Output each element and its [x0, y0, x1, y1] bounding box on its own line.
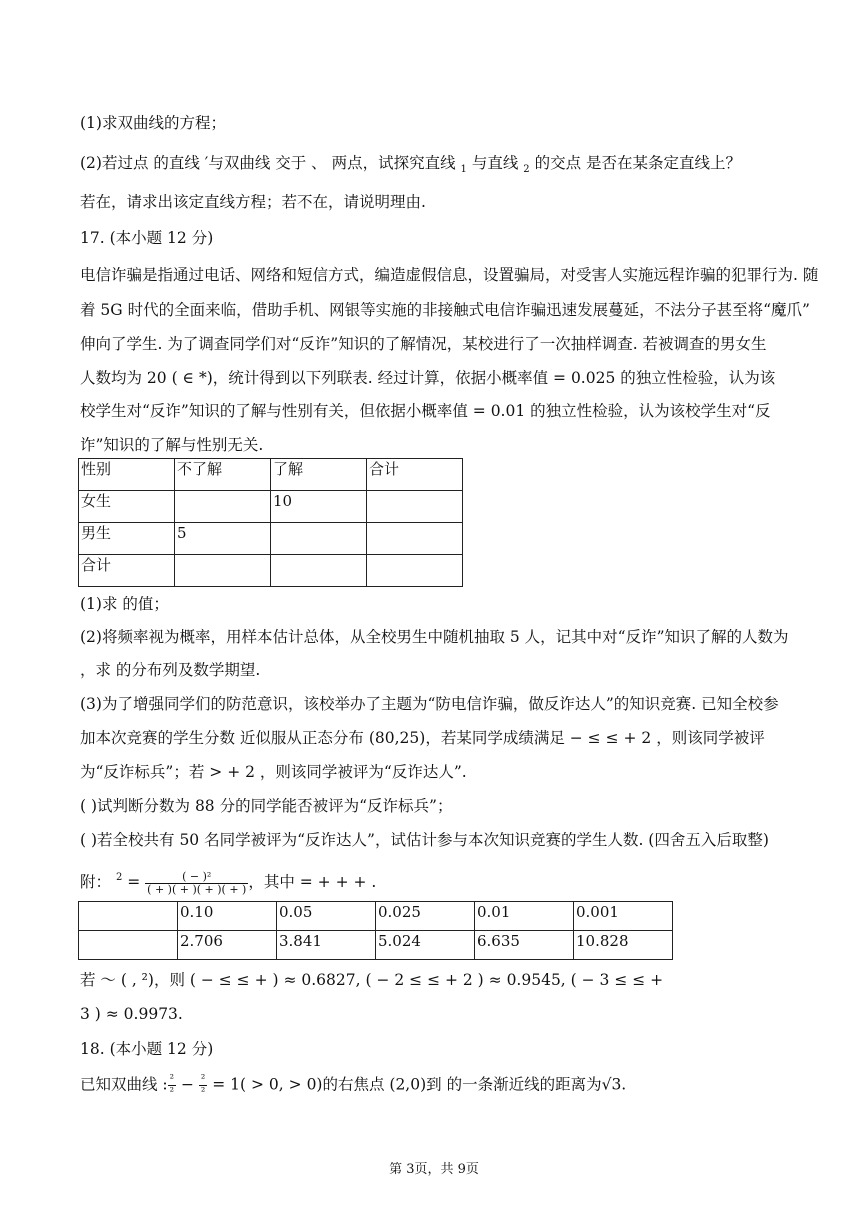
table-row: [79, 555, 463, 587]
table-header-cell: 合计: [367, 459, 463, 491]
fraction-denominator: ²: [200, 1085, 206, 1098]
q16-part2-c: 的交点 是否在某条定直线上？: [529, 154, 742, 172]
q17-para-2: 着 5G 时代的全面来临，借助手机、网银等实施的非接触式电信诈骗迅速发展蔓延，不法分子甚至将“魔爪”: [80, 301, 810, 319]
q17-sub-q1: (1)求 的值；: [80, 595, 169, 613]
q17-header: 17. (本小题 12 分): [80, 229, 214, 247]
appendix-formula: [80, 868, 376, 896]
q16-part2: [80, 153, 741, 180]
table-row: [79, 931, 673, 960]
table-cell: 6.635: [475, 931, 574, 960]
table-cell: [79, 931, 178, 960]
chi-square-fraction: [145, 871, 248, 896]
table-cell: [271, 523, 367, 555]
table-header-cell: 性别: [79, 459, 175, 491]
q18-minus: −: [176, 1075, 199, 1094]
q17-sub-q3-ii: ( )若全校共有 50 名同学被评为“反诈达人”，试估计参与本次知识竞赛的学生人数. (四舍五入后取整): [80, 831, 769, 849]
table-cell: [367, 523, 463, 555]
table-cell: 5: [175, 523, 271, 555]
q18-fraction-1: [168, 1073, 176, 1098]
q17-sub-q3-a: (3)为了增强同学们的防范意识，该校举办了主题为“防电信诈骗，做反诈达人”的知识竞赛. 已知全校参: [80, 695, 779, 713]
fraction-numerator: ( − )²: [145, 871, 248, 884]
q18-header: 18. (本小题 12 分): [80, 1040, 214, 1058]
q17-para-1: 电信诈骗是指通过电话、网络和短信方式，编造虚假信息，设置骗局，对受害人实施远程诈骗的犯罪行为. 随: [80, 266, 819, 284]
q17-sub-q2-a: (2)将频率视为概率，用样本估计总体，从全校男生中随机抽取 5 人，记其中对“反诈”知识了解的人数为: [80, 628, 789, 646]
q16-sub-1: 1: [460, 164, 467, 175]
table-cell: [175, 491, 271, 523]
fraction-denominator: ²: [169, 1085, 175, 1098]
table-row: [79, 491, 463, 523]
q16-part2-line2: 若在，请求出该定直线方程；若不在，请说明理由.: [80, 193, 426, 211]
q16-part2-a: (2)若过点 的直线 ′与双曲线 交于 、 两点，试探究直线: [80, 154, 461, 172]
table-cell: 0.001: [574, 902, 673, 931]
table-cell: 女生: [79, 491, 175, 523]
table-cell: [175, 555, 271, 587]
table-cell: 2.706: [178, 931, 277, 960]
fraction-numerator: ²: [169, 1072, 175, 1085]
table-cell: 10: [271, 491, 367, 523]
table-cell: 男生: [79, 523, 175, 555]
table-cell: [79, 902, 178, 931]
chi-square-superscript: 2: [115, 872, 123, 883]
q17-para-6: 诈”知识的了解与性别无关.: [80, 436, 264, 454]
q17-para-4: 人数均为 20 ( ∈ *)，统计得到以下列联表. 经过计算，依据小概率值 = 0.025 的独立性检验，认为该: [80, 369, 776, 387]
page-footer: 第 3页，共 9页: [389, 1162, 479, 1177]
contingency-table: [78, 458, 463, 587]
q18-text-a: 已知双曲线 :: [80, 1075, 168, 1094]
q17-para-5: 校学生对“反诈”知识的了解与性别有关，但依据小概率值 = 0.01 的独立性检验，认为该校学生对“反: [80, 402, 771, 420]
q18-text: [80, 1073, 626, 1098]
table-cell: [367, 555, 463, 587]
appendix-label: 附：: [80, 873, 116, 891]
q17-para-3: 伸向了学生. 为了调查同学们对“反诈”知识的了解情况，某校进行了一次抽样调查. 若被调查的男女生: [80, 335, 767, 353]
table-cell: 10.828: [574, 931, 673, 960]
table-cell: [367, 491, 463, 523]
table-cell: 0.05: [277, 902, 376, 931]
table-cell: 0.10: [178, 902, 277, 931]
normal-dist-line-2: 3 ) ≈ 0.9973.: [80, 1005, 183, 1023]
fraction-numerator: ²: [200, 1072, 206, 1085]
q17-sub-q3-c: 为“反诈标兵”；若 > + 2 ，则该同学被评为“反诈达人”.: [80, 763, 467, 781]
q17-sub-q3-b: 加本次竞赛的学生分数 近似服从正态分布 (80,25)，若某同学成绩满足 − ≤ ≤ + 2 ，则该同学被评: [80, 729, 765, 747]
fraction-denominator: ( + )( + )( + )( + ): [147, 882, 247, 896]
appendix-tail: ，其中 = + + + .: [248, 873, 377, 891]
table-cell: 0.025: [376, 902, 475, 931]
chi-square-equals: =: [122, 873, 146, 891]
normal-dist-line-1: 若 ～ ( , ²)，则 ( − ≤ ≤ + ) ≈ 0.6827, ( − 2 ≤ ≤ + 2 ) ≈ 0.9545, ( − 3 ≤ ≤ +: [80, 971, 664, 989]
q16-sub-2: 2: [523, 164, 530, 175]
table-cell: [271, 555, 367, 587]
table-row: [79, 523, 463, 555]
table-header-row: [79, 459, 463, 491]
critical-value-table: [78, 901, 673, 960]
q17-sub-q2-b: ，求 的分布列及数学期望.: [80, 661, 261, 679]
table-cell: 3.841: [277, 931, 376, 960]
table-cell: 0.01: [475, 902, 574, 931]
table-cell: 合计: [79, 555, 175, 587]
q16-part1: (1)求双曲线的方程；: [80, 114, 226, 132]
q16-part2-b: 与直线: [466, 154, 524, 172]
table-header-cell: 了解: [271, 459, 367, 491]
table-row: [79, 902, 673, 931]
q17-sub-q3-i: ( )试判断分数为 88 分的同学能否被评为“反诈标兵”；: [80, 797, 453, 815]
table-header-cell: 不了解: [175, 459, 271, 491]
table-cell: 5.024: [376, 931, 475, 960]
q18-text-b: = 1( > 0, > 0)的右焦点 (2,0)到 的一条渐近线的距离为√3.: [207, 1075, 627, 1094]
